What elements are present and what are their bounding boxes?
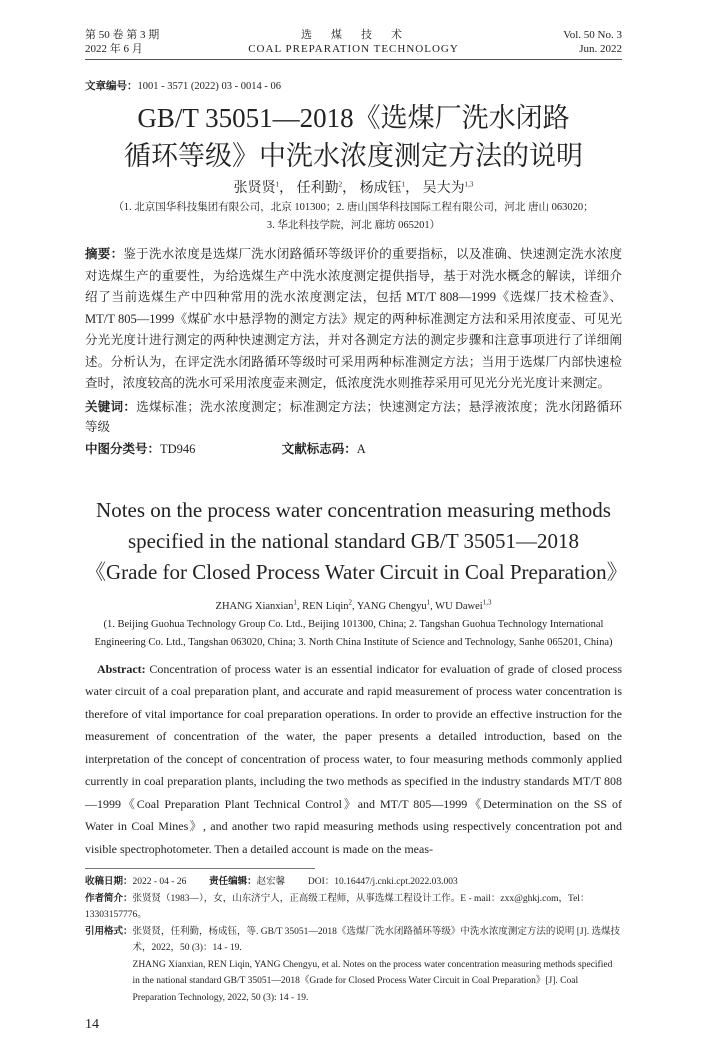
- authors-zh-0-sup: 1: [275, 180, 280, 189]
- classification-label: 中图分类号：: [85, 440, 161, 456]
- authors-zh-3-name: 吴大为: [422, 181, 465, 196]
- abstract-en: [85, 658, 622, 861]
- authors-en-1-name: REN Liqin: [302, 600, 349, 612]
- footnotes-cite-en: ZHANG Xianxian, REN Liqin, YANG Chengyu, et al. Notes on the process water concentration measuring methods specified in the national standard GB/T 35051—2018《Grade for Closed Process Water Circuit in Coal Preparation》[J]. Coal Preparation Technology, 2022, 50 (3): 14 - 19.: [132, 959, 613, 1003]
- received-date: [85, 874, 622, 891]
- authors-en-0-sup: 1: [293, 598, 297, 606]
- authors-en-2-sup: 1: [426, 598, 431, 606]
- keywords-zh: [85, 397, 622, 437]
- authors-en-2-name: YANG Chengyu: [356, 600, 427, 612]
- affiliations-en: [75, 616, 632, 652]
- title-zh: [85, 99, 622, 175]
- keywords-zh-label: 关键词：: [85, 398, 137, 414]
- footnotes-bio: 张贤贤（1983—），女，山东济宁人，正高级工程师，从事选煤工程设计工作。E - mail：zxx@ghkj.com，Tel：13303157776。: [85, 893, 590, 920]
- article-no-label: 文章编号：: [85, 80, 138, 92]
- abstract-en-label: Abstract:: [97, 661, 146, 676]
- abstract-zh: [85, 243, 622, 395]
- journal-name-zh: 选 煤 技 术: [301, 29, 406, 41]
- running-header: [85, 28, 622, 60]
- footnote-rule: [85, 868, 315, 869]
- volume-zh: 第 50 卷 第 3 期: [85, 29, 160, 41]
- volume-en: Vol. 50 No. 3: [563, 29, 622, 41]
- title-zh-0: GB/T 35051—2018《选煤厂洗水闭路: [137, 103, 570, 133]
- footnotes-bio-label: 作者简介：: [85, 892, 133, 904]
- authors-zh-0-name: 张贤贤: [233, 181, 276, 196]
- article-no-value: 1001 - 3571 (2022) 03 - 0014 - 06: [137, 81, 281, 92]
- classification-value: TD946: [160, 441, 196, 456]
- authors-en-3-name: WU Dawei: [435, 600, 483, 612]
- footnotes-doi: DOI：10.16447/j.cnki.cpt.2022.03.003: [307, 877, 458, 887]
- authors-zh-3-sup: 1,3: [464, 180, 474, 189]
- authors-zh-2-sup: 1: [401, 180, 406, 189]
- authors-en-0-name: ZHANG Xianxian: [215, 600, 294, 612]
- footnotes-cite-zh: 张贤贤，任利勤，杨成钰，等. GB/T 35051—2018《选煤厂洗水闭路循环等级》中洗水浓度测定方法的说明 [J]. 选煤技术，2022，50 (3)：14 - 19.: [132, 926, 621, 953]
- footnotes: [85, 874, 622, 1006]
- abstract-zh-label: 摘要：: [85, 246, 124, 261]
- authors-en-1-sup: 2: [348, 598, 353, 606]
- date-en: Jun. 2022: [579, 43, 622, 55]
- title-en-1: specified in the national standard GB/T 35051—2018: [127, 528, 580, 553]
- journal-name-en: COAL PREPARATION TECHNOLOGY: [248, 43, 459, 55]
- keywords-zh-text: 选煤标准；洗水浓度测定；标准测定方法；快速测定方法；悬浮液浓度；洗水闭路循环等级: [85, 399, 622, 434]
- authors-zh-2-name: 杨成钰: [359, 181, 402, 196]
- header-rule: [85, 59, 622, 60]
- title-en: [85, 495, 628, 588]
- footnotes-editor: 赵宏馨: [256, 877, 286, 887]
- footnotes-received: 2022 - 04 - 26: [132, 877, 187, 887]
- citation: [85, 924, 622, 1007]
- affiliations-en-1: Engineering Co. Ltd., Tangshan 063020, China; 3. North China Institute of Science and Technology, Sanhe 065201, China): [94, 636, 613, 648]
- abstract-en-text: Concentration of process water is an essential indicator for evaluation of grade of closed process water circuit of a coal preparation plant, and accurate and rapid measurement of process water concentration is therefore of vital importance for coal preparation operations. In order to provide an effective instruction for the measurement of concentration of the water, the paper presents a detailed introduction, based on the interpretation of the concept of concentration of process water, to four measuring methods commonly applied currently in coal preparation plants, including the two methods as specified in the industry standards MT/T 808—1999《Coal Preparation Plant Technical Control》and MT/T 805—1999《Determination on the SS of Water in Coal Mines》, and another two rapid measuring methods using respectively concentration pot and visible spectrophotometer. Then a detailed account is made on the meas-: [85, 661, 623, 856]
- title-en-0: Notes on the process water concentration measuring methods: [96, 497, 611, 522]
- title-zh-1: 循环等级》中洗水浓度测定方法的说明: [124, 141, 583, 171]
- affiliations-zh: [85, 199, 622, 235]
- authors-zh-1-sup: 2: [338, 180, 343, 189]
- author-bio: [85, 891, 622, 924]
- affiliations-zh-1: 3. 华北科技学院，河北 廊坊 065201）: [266, 220, 441, 231]
- authors-zh-1-name: 任利勤: [296, 181, 339, 196]
- classification: [85, 439, 622, 459]
- page-number: 14: [85, 1017, 99, 1032]
- title-en-2: 《Grade for Closed Process Water Circuit in Coal Preparation》: [85, 559, 628, 584]
- abstract-zh-text: 鉴于洗水浓度是选煤厂洗水闭路循环等级评价的重要指标，以及准确、快速测定洗水浓度对选煤生产的重要性，为给选煤生产中洗水浓度测定提供指导，基于对洗水概念的解读，详细介绍了当前选煤生产中四种常用的洗水浓度测定法，包括 MT/T 808—1999《选煤厂技术检查》、MT/T 805—1999《煤矿水中悬浮物的测定方法》规定的两种标准测定方法和采用浓度壶、可见光分光光度计进行测定的两种快速测定方法，并对各测定方法的测定步骤和注意事项进行了详细阐述。分析认为，在评定洗水闭路循环等级时可采用两种标准测定方法；当用于选煤厂内部快速检查时，浓度较高的洗水可采用浓度壶来测定，低浓度洗水则推荐采用可见光分光光度计来测定。: [85, 247, 622, 390]
- authors-en: ZHANG Xianxian$^1$, REN Liqin$^2$, YANG Chengyu$^1$, WU Dawei$^{1,3}$: [215, 598, 492, 612]
- article-number: [85, 78, 622, 93]
- date-zh: 2022 年 6 月: [85, 43, 143, 55]
- footnotes-received-label: 收稿日期：: [85, 876, 133, 887]
- authors-en-3-sup: 1,3: [482, 598, 492, 606]
- footnotes-editor-label: 责任编辑：: [209, 876, 257, 887]
- footnotes-cite-label: 引用格式：: [85, 925, 133, 937]
- classification-doc-value: A: [356, 441, 366, 456]
- classification-doc-label: 文献标志码：: [281, 440, 357, 456]
- affiliations-zh-0: （1. 北京国华科技集团有限公司，北京 101300；2. 唐山国华科技国际工程有限公司，河北 唐山 063020；: [113, 202, 594, 213]
- affiliations-en-0: (1. Beijing Guohua Technology Group Co. Ltd., Beijing 101300, China; 2. Tangshan Guohua Technology International: [103, 618, 604, 630]
- authors-zh: 张贤贤$^1$， 任利勤$^2$， 杨成钰$^1$， 吴大为$^{1,3}$: [233, 180, 474, 196]
